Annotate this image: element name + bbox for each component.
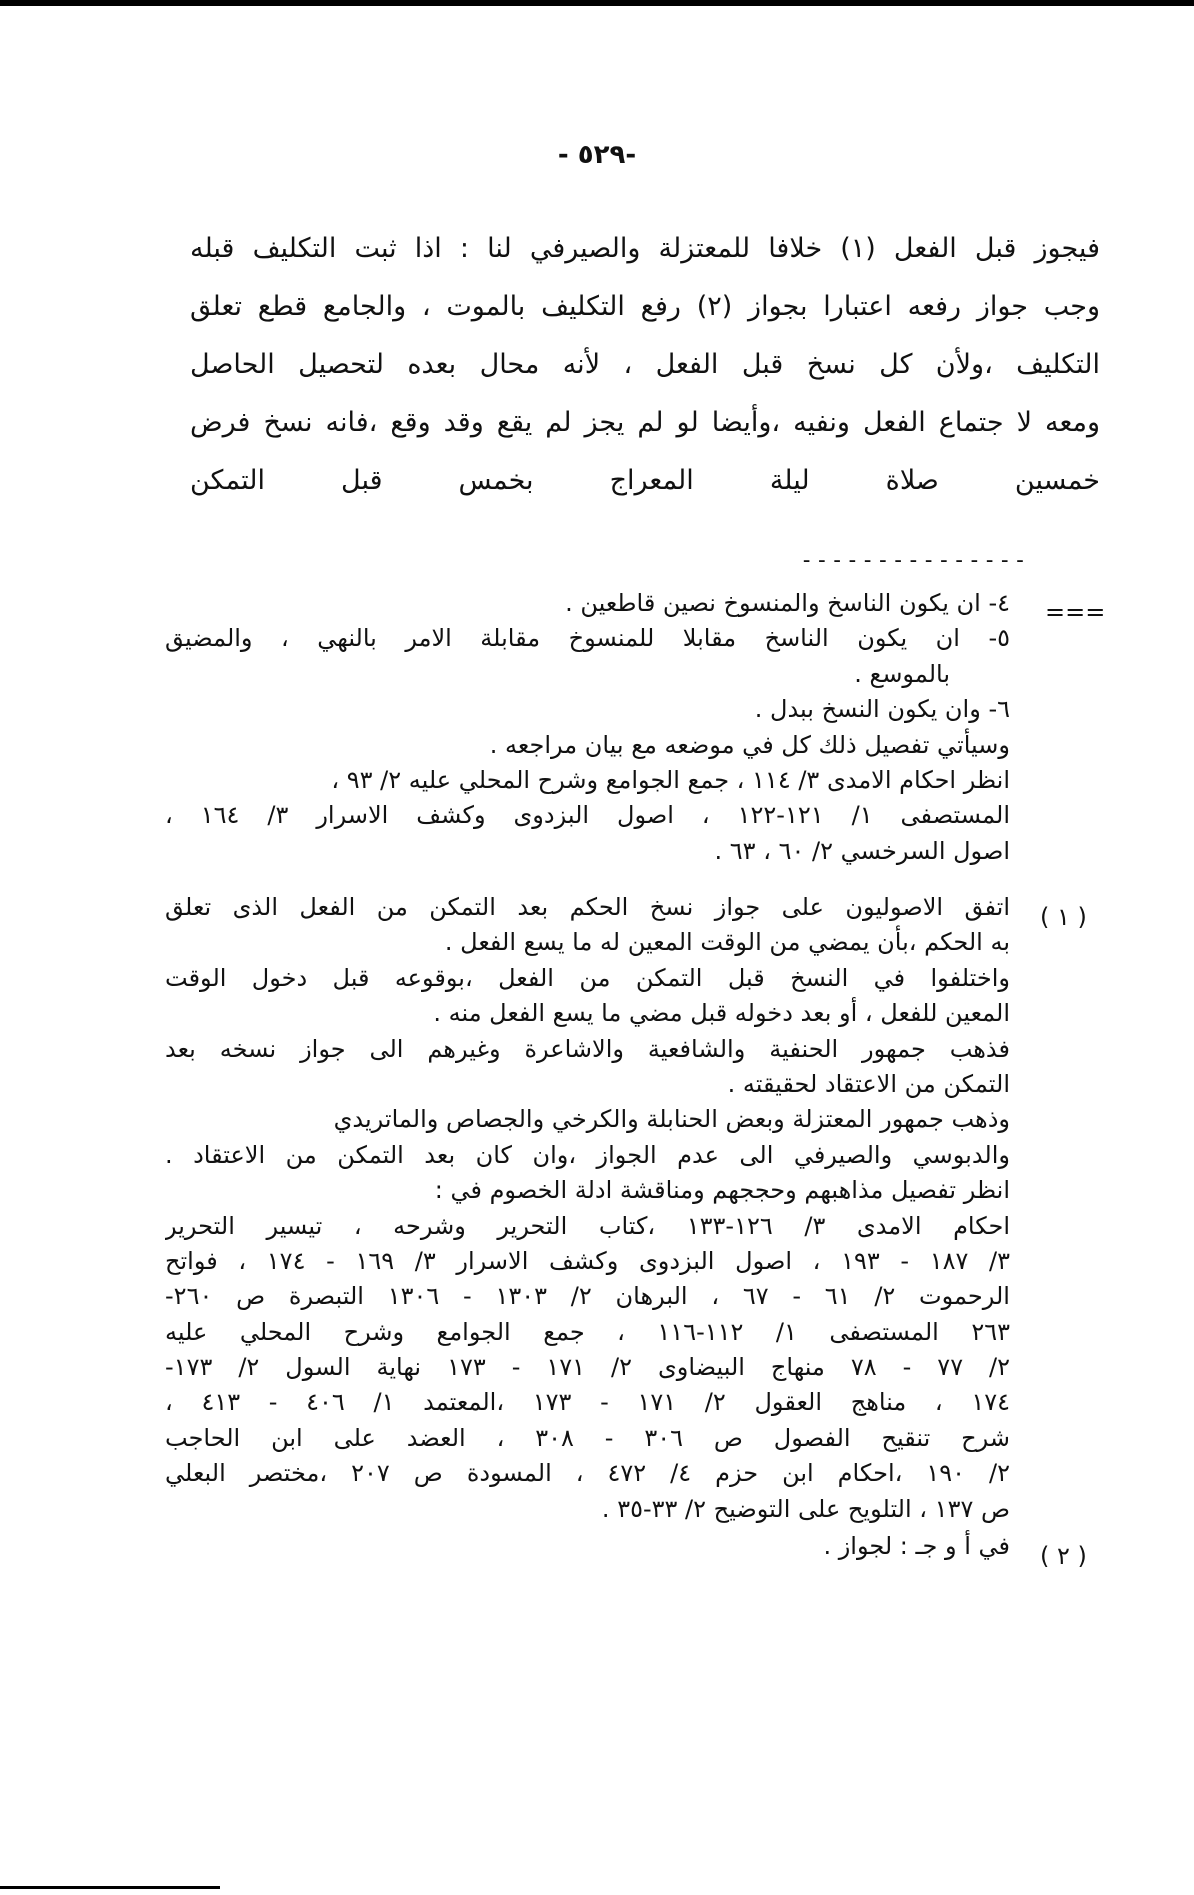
- footnote-line: الرحموت ٢/ ٦١ - ٦٧ ، البرهان ٢/ ١٣٠٣ - ١٣٠٦ التبصرة ص ٢٦٠-: [165, 1282, 1010, 1311]
- continuation-marker: ===: [1045, 598, 1106, 626]
- body-line: التكليف ،ولأن كل نسخ قبل الفعل ، لأنه محال بعده لتحصيل الحاصل: [190, 349, 1100, 380]
- note-line: وسيأتي تفصيل ذلك كل في موضعه مع بيان مراجعه .: [489, 730, 1010, 759]
- footnote-line: به الحكم ،بأن يمضي من الوقت المعين له ما يسع الفعل .: [444, 928, 1010, 957]
- footnote-line: فذهب جمهور الحنفية والشافعية والاشاعرة وغيرهم الى جواز نسخه بعد: [165, 1034, 1010, 1063]
- footnote-line: في أ و جـ : لجواز .: [823, 1532, 1010, 1560]
- footnote-line: ٢/ ٧٧ - ٧٨ منهاج البيضاوى ٢/ ١٧١ - ١٧٣ نهاية السول ٢/ ١٧٣-: [165, 1353, 1010, 1382]
- footnote-separator: ---------------: [800, 548, 1029, 573]
- bottom-border: [0, 1886, 220, 1889]
- footnote-line: وذهب جمهور المعتزلة وبعض الحنابلة والكرخي والجصاص والماتريدي: [333, 1105, 1010, 1134]
- note-line: بالموسع .: [854, 659, 950, 688]
- footnote-line: المعين للفعل ، أو بعد دخوله قبل مضي ما يسع الفعل منه .: [433, 999, 1010, 1028]
- footnote-2-marker: ( ٢ ): [1040, 1542, 1087, 1570]
- note-line: اصول السرخسي ٢/ ٦٠ ، ٦٣ .: [714, 836, 1010, 865]
- footnote-line: واختلفوا في النسخ قبل التمكن من الفعل ،بوقوعه قبل دخول الوقت: [165, 963, 1010, 992]
- footnote-1-marker: ( ١ ): [1040, 903, 1087, 931]
- footnote-line: ١٧٤ ، مناهج العقول ٢/ ١٧١ - ١٧٣ ،المعتمد ١/ ٤٠٦ - ٤١٣ ،: [165, 1388, 1010, 1417]
- footnote-line: انظر تفصيل مذاهبهم وحججهم ومناقشة ادلة الخصوم في :: [434, 1176, 1010, 1205]
- top-border: [0, 0, 1194, 6]
- footnote-line: ٢٦٣ المستصفى ١/ ١١٢-١١٦ ، جمع الجوامع وشرح المحلي عليه: [165, 1317, 1010, 1346]
- previous-page-note: [165, 586, 1010, 869]
- note-line: المستصفى ١/ ١٢١-١٢٢ ، اصول البزدوى وكشف الاسرار ٣/ ١٦٤ ،: [165, 801, 1010, 830]
- body-line: ومعه لا جتماع الفعل ونفيه ،وأيضا لو لم يجز لم يقع وقد وقع ،فانه نسخ فرض: [190, 407, 1100, 438]
- footnote-line: ٢/ ١٩٠ ،احكام ابن حزم ٤/ ٤٧٢ ، المسودة ص ٢٠٧ ،مختصر البعلي: [165, 1459, 1010, 1488]
- footnote-2: [165, 1529, 1010, 1564]
- footnote-line: ٣/ ١٨٧ - ١٩٣ ، اصول البزدوى وكشف الاسرار ٣/ ١٦٩ - ١٧٤ ، فواتح: [165, 1246, 1010, 1275]
- body-line: فيجوز قبل الفعل (١) خلافا للمعتزلة والصيرفي لنا : اذا ثبت التكليف قبله: [190, 233, 1100, 264]
- note-line: ٦- وان يكون النسخ ببدل .: [754, 695, 1010, 724]
- footnote-line: التمكن من الاعتقاد لحقيقته .: [727, 1069, 1010, 1098]
- page-number: - ٥٢٩-: [557, 140, 637, 170]
- note-line: انظر احكام الامدى ٣/ ١١٤ ، جمع الجوامع وشرح المحلي عليه ٢/ ٩٣ ،: [331, 765, 1010, 794]
- footnote-1: [165, 890, 1010, 1527]
- footnote-line: ص ١٣٧ ، التلويح على التوضيح ٢/ ٣٣-٣٥ .: [601, 1494, 1010, 1523]
- footnote-line: اتفق الاصوليون على جواز نسخ الحكم بعد التمكن من الفعل الذى تعلق: [165, 893, 1010, 921]
- footnote-line: والدبوسي والصيرفي الى عدم الجواز ،وان كان بعد التمكن من الاعتقاد .: [165, 1140, 1010, 1169]
- note-line: ٤- ان يكون الناسخ والمنسوخ نصين قاطعين .: [565, 589, 1010, 617]
- note-line: ٥- ان يكون الناسخ مقابلا للمنسوخ مقابلة الامر بالنهي ، والمضيق: [165, 624, 1010, 653]
- footnote-line: شرح تنقيح الفصول ص ٣٠٦ - ٣٠٨ ، العضد على ابن الحاجب: [165, 1423, 1010, 1452]
- main-text: [190, 220, 1100, 510]
- footnote-line: احكام الامدى ٣/ ١٢٦-١٣٣ ،كتاب التحرير وشرحه ، تيسير التحرير: [165, 1211, 1010, 1240]
- body-line: وجب جواز رفعه اعتبارا بجواز (٢) رفع التكليف بالموت ، والجامع قطع تعلق: [190, 291, 1100, 322]
- body-line: خمسين صلاة ليلة المعراج بخمس قبل التمكن: [190, 465, 1100, 496]
